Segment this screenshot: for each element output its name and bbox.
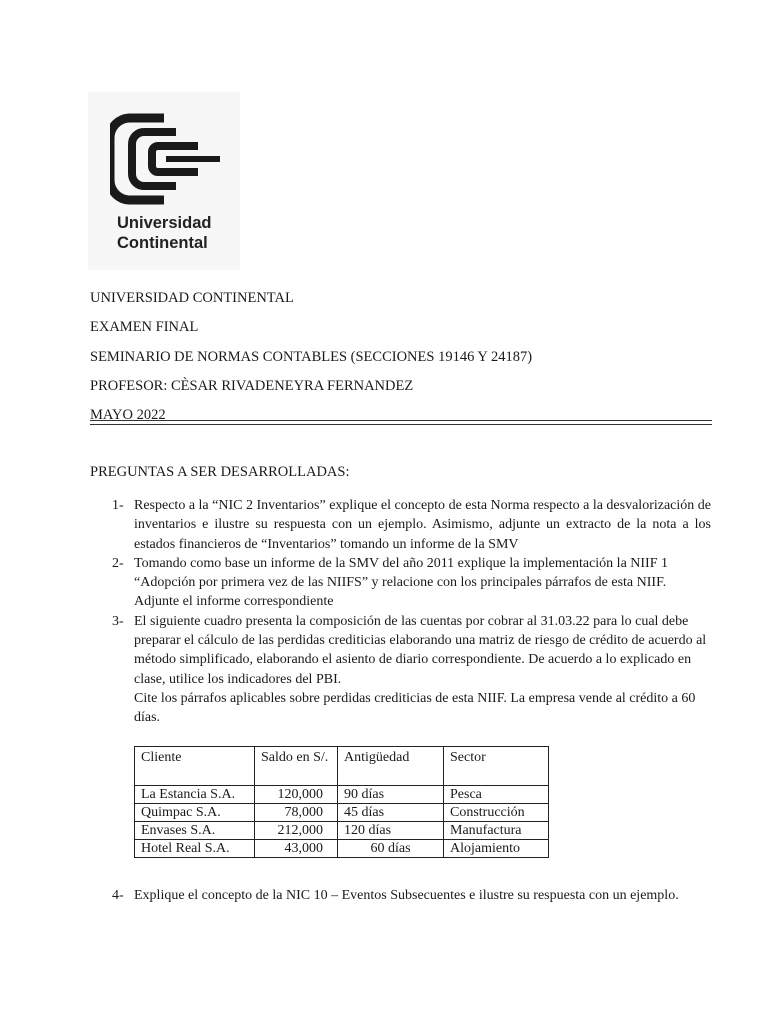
table-header-cell: Cliente	[135, 746, 255, 785]
question-number: 4-	[112, 887, 124, 903]
receivables-table	[134, 746, 549, 858]
exam-title: EXAMEN FINAL	[90, 319, 199, 336]
exam-date: MAYO 2022	[90, 407, 166, 424]
table-row	[135, 821, 549, 839]
table-cell: 60 días	[338, 839, 444, 857]
table-row	[135, 785, 549, 803]
table-header-row	[135, 746, 549, 785]
question-text: El siguiente cuadro presenta la composición de las cuentas por cobrar al 31.03.22 para lo cual debe preparar el cálculo de las perdidas crediticias elaborando una matriz de riesgo de crédito de acuerdo al método simplificado, elaborando el asiento de diario correspondiente. De acuerdo a lo explicado en clase, utilice los indicadores del PBI.	[134, 613, 707, 687]
section-title: PREGUNTAS A SER DESARROLLADAS:	[90, 464, 350, 480]
university-name: UNIVERSIDAD CONTINENTAL	[90, 290, 294, 306]
table-cell: Construcción	[444, 803, 549, 821]
question-item	[90, 886, 711, 905]
table-cell: Alojamiento	[444, 839, 549, 857]
question-text: Respecto a la “NIC 2 Inventarios” explique el concepto de esta Norma respecto a la desvalorización de inventarios e ilustre su respuesta con un ejemplo. Asimismo, adjunte un extracto de la nota a los estados financieros de “Inventarios” tomando un informe de la SMV	[134, 498, 711, 552]
question-number: 1-	[112, 498, 124, 513]
question-item	[90, 496, 711, 554]
question-item	[90, 612, 711, 886]
table-cell: Hotel Real S.A.	[135, 839, 255, 857]
table-row	[135, 839, 549, 857]
exam-header	[90, 284, 712, 430]
table-cell: 120,000	[255, 785, 338, 803]
table-cell: Manufactura	[444, 821, 549, 839]
table-cell: 78,000	[255, 803, 338, 821]
question-text-continued: Cite los párrafos aplicables sobre perdidas crediticias de esta NIIF. La empresa vende al crédito a 60 días.	[134, 690, 696, 726]
table-cell: La Estancia S.A.	[135, 785, 255, 803]
logo-wordmark: Universidad Continental	[117, 214, 212, 252]
question-text: Explique el concepto de la NIC 10 – Eventos Subsecuentes e ilustre su respuesta con un ejemplo.	[134, 887, 679, 903]
table-cell: Quimpac S.A.	[135, 803, 255, 821]
professor-name: PROFESOR: CÈSAR RIVADENEYRA FERNANDEZ	[90, 377, 414, 394]
table-cell: Envases S.A.	[135, 821, 255, 839]
table-cell: 212,000	[255, 821, 338, 839]
question-number: 2-	[112, 555, 124, 571]
table-cell: 45 días	[338, 803, 444, 821]
table-cell: 43,000	[255, 839, 338, 857]
university-logo	[88, 92, 240, 270]
continental-logo-icon	[110, 110, 220, 208]
question-text: Tomando como base un informe de la SMV del año 2011 explique la implementación la NIIF 1 “Adopción por primera vez de las NIIFS” y relacione con los principales párrafos de esta NIIF. Adjunte el informe correspondiente	[134, 555, 669, 610]
question-item	[90, 554, 711, 612]
table-header-cell: Saldo en S/.	[255, 746, 338, 785]
table-header-cell: Sector	[444, 746, 549, 785]
question-number: 3-	[112, 613, 124, 629]
course-name: SEMINARIO DE NORMAS CONTABLES (SECCIONES 19146 Y 24187)	[90, 348, 533, 365]
table-cell: 90 días	[338, 785, 444, 803]
header-divider	[90, 420, 712, 425]
questions-list	[90, 496, 711, 905]
table-cell: 120 días	[338, 821, 444, 839]
table-row	[135, 803, 549, 821]
table-cell: Pesca	[444, 785, 549, 803]
table-header-cell: Antigüedad	[338, 746, 444, 785]
